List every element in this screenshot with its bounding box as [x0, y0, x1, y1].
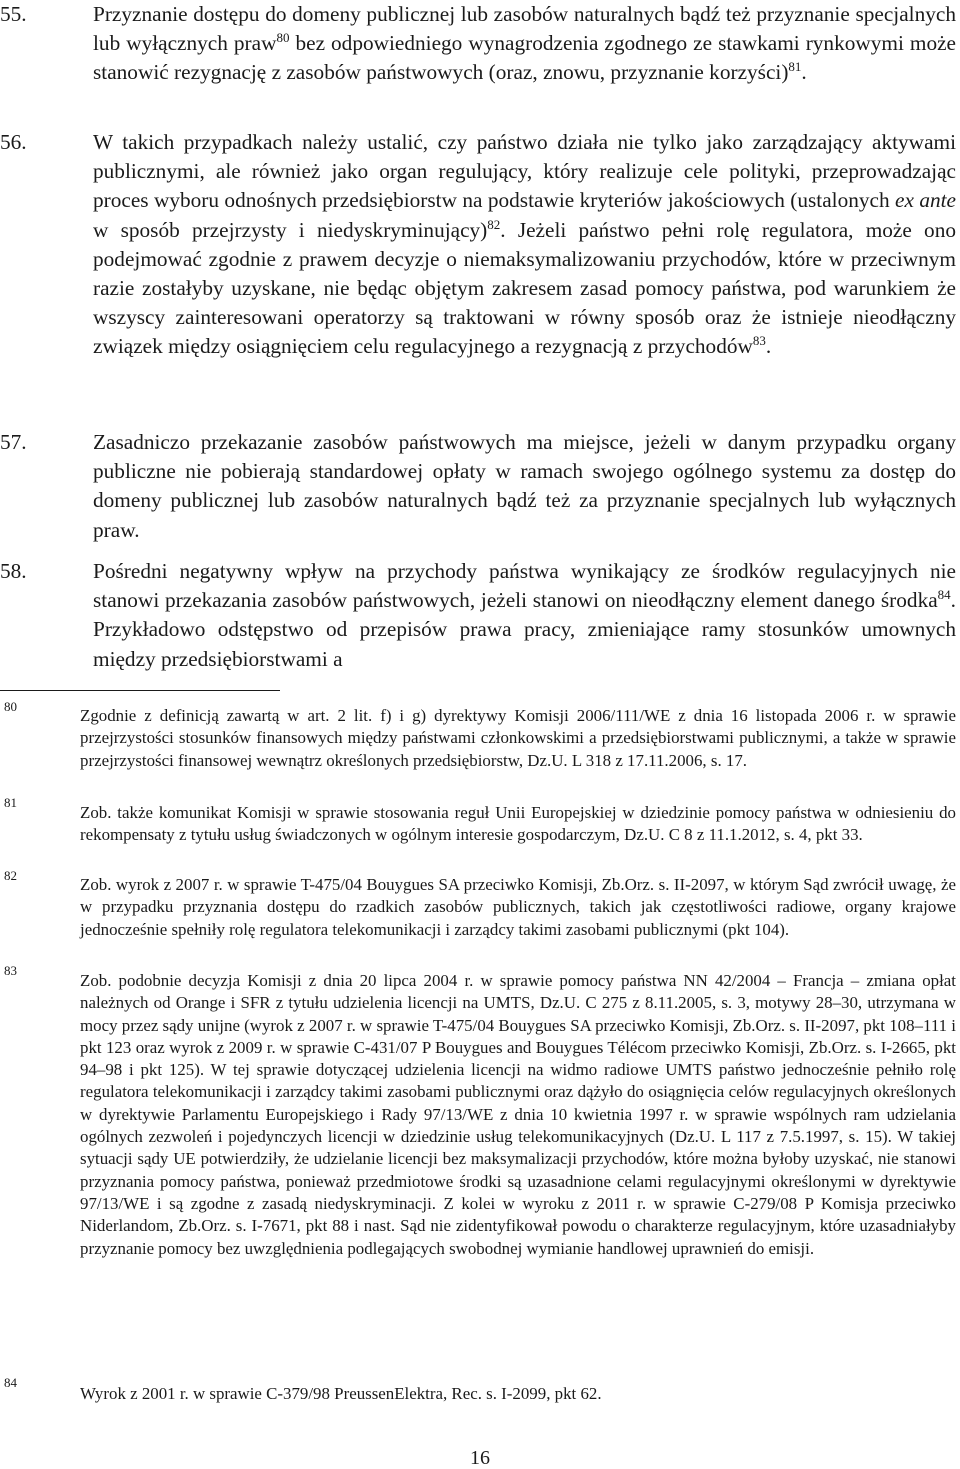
footnote-ref[interactable]: 84	[937, 587, 951, 603]
footnote-83: Zob. podobnie decyzja Komisji z dnia 20 lipca 2004 r. w sprawie pomocy państwa NN 42/2004 – Francja – zmiana opłat należnych od Orange i SFR z tytułu udzielenia licencji na UMTS, Dz.U. C 275 z 8.11.2005, s. 3, motywy 28–30, utrzymana w mocy przez sądy unijne (wyrok z 2007 r. w sprawie T-475/04 Bouygues SA przeciwko Komisji, Zb.Orz. s. II-2097, pkt 108–111 i pkt 123 oraz wyrok z 2009 r. w sprawie C‑431/07 P Bouygues and Bouygues Télécom przeciwko Komisji, Zb.Orz. s. I‑2665, pkt 94–98 i pkt 125). W tej sprawie dotyczącej udzielenia licencji na widmo radiowe UMTS państwo jednocześnie pełniło rolę regulatora telekomunikacji i zarządcy takimi zasobami publicznymi oraz dążyło do osiągnięcia celów regulacyjnych określonych w dyrektywie Parlamentu Europejskiego i Rady 97/13/WE z dnia 10 kwietnia 1997 r. w sprawie wspólnych ram udzielania ogólnych zezwoleń i pojedynczych licencji w dziedzinie usług telekomunikacyjnych (Dz.U. L 117 z 7.5.1997, s. 15). W takiej sytuacji sądy UE potwierdziły, że udzielanie licencji bez maksymalizacji przychodów, które można byłoby uzyskać, nie stanowi przyznania pomocy państwa, ponieważ przedmiotowe środki są uzasadnione celami regulacyjnymi określonymi w dyrektywie 97/13/WE i są zgodne z zasadą niedyskryminacji. Z kolei w wyroku z 2011 r. w sprawie C-279/08 P Komisja przeciwko Niderlandom, Zb.Orz. s. I-7671, pkt 88 i nast. Sąd nie zidentyfikował powodu o charakterze regulacyjnym, które uzasadniałyby przyznanie pomocy bez uwzględnienia podlegających swobodnej wymianie handlowej uprawnień do emisji.	[80, 971, 956, 1258]
footnote-separator	[0, 690, 280, 691]
paragraph-number: 55.	[0, 2, 27, 26]
footnote-82: Zob. wyrok z 2007 r. w sprawie T-475/04 Bouygues SA przeciwko Komisji, Zb.Orz. s. II-2097, w którym Sąd zwrócił uwagę, że w przypadku przyznania dostępu do rzadkich zasobów publicznych, takich jak częstotliwości radiowe, organy krajowe jednocześnie spełniły rolę regulatora telekomunikacji i zarządcy takimi zasobami publicznymi (pkt 104).	[80, 875, 956, 939]
footnote-number-80: 80	[4, 699, 17, 714]
footnote-81: Zob. także komunikat Komisji w sprawie stosowania reguł Unii Europejskiej w dziedzinie pomocy państwa w odniesieniu do rekompensaty z tytułu usług świadczonych w ogólnym interesie gospodarczym, Dz.U. C 8 z 11.1.2012, s. 4, pkt 33.	[80, 803, 956, 845]
paragraph-text: Zasadniczo przekazanie zasobów państwowych ma miejsce, jeżeli w danym przypadku organy publiczne nie pobierają standardowej opłaty w ramach swojego ogólnego systemu za dostęp do domeny publicznej lub zasobów naturalnych bądź też za przyznanie specjalnych lub wyłącznych praw.	[93, 430, 956, 542]
footnote-number-84: 84	[4, 1375, 17, 1390]
page-number: 16	[470, 1447, 490, 1469]
paragraph-text	[93, 557, 956, 674]
footnote-number-81: 81	[4, 795, 17, 810]
paragraph-number: 56.	[0, 130, 27, 154]
text-run: .	[801, 60, 807, 85]
footnote-number-83: 83	[4, 963, 17, 978]
text-run: W takich przypadkach należy ustalić, czy państwo działa nie tylko jako zarządzający aktywami publicznymi, ale również jako organ regulujący, który realizuje cele polityki, przeprowadzając proces wyboru odnośnych przedsiębiorstw na podstawie kryteriów jakościowych (ustalonych	[93, 130, 956, 213]
text-run: . Jeżeli państwo pełni rolę regulatora, może ono podejmować zgodnie z prawem decyzje o niemaksymalizowaniu przychodów, które w przeciwnym razie zostałyby uzyskane, nie będąc objętym zakresem zasad pomocy państwa, pod warunkiem że wszyscy zainteresowani operatorzy są traktowani w równy sposób oraz że istnieje nieodłączny związek między osiągnięciem celu regulacyjnego a rezygnacją z przychodów	[93, 217, 956, 359]
text-run: .	[765, 334, 772, 359]
text-run: w sposób przejrzysty i niedyskryminujący)	[93, 217, 488, 242]
footnote-ref[interactable]: 82	[487, 216, 501, 232]
footnote-number-82: 82	[4, 868, 17, 883]
text-run: bez odpowiedniego wynagrodzenia zgodnego ze stawkami rynkowymi może stanowić rezygnację z zasobów państwowych (oraz, znowu, przyznanie korzyści)	[93, 31, 957, 85]
italic-term: ex ante	[895, 188, 956, 213]
footnote-84: Wyrok z 2001 r. w sprawie C-379/98 PreussenElektra, Rec. s. I-2099, pkt 62.	[80, 1384, 602, 1403]
paragraph-number: 58.	[0, 559, 27, 583]
footnote-ref[interactable]: 83	[752, 333, 766, 349]
footnote-80: Zgodnie z definicją zawartą w art. 2 lit. f) i g) dyrektywy Komisji 2006/111/WE z dnia 16 listopada 2006 r. w sprawie przejrzystości stosunków finansowych między państwami członkowskimi a przedsiębiorstwami publicznymi, a także w sprawie przejrzystości finansowej wewnątrz określonych przedsiębiorstw, Dz.U. L 318 z 17.11.2006, s. 17.	[80, 706, 956, 770]
text-run: Przyznanie dostępu do domeny publicznej lub zasobów naturalnych bądź też przyznanie specjalnych lub wyłącznych praw	[93, 2, 956, 56]
paragraph-text	[93, 0, 956, 88]
text-run: Pośredni negatywny wpływ na przychody państwa wynikający ze środków regulacyjnych nie stanowi przekazania zasobów państwowych, jeżeli stanowi on nieodłączny element danego środka	[93, 559, 956, 613]
footnote-ref[interactable]: 80	[276, 30, 290, 46]
footnote-ref[interactable]: 81	[788, 59, 802, 75]
text-run: . Przykładowo odstępstwo od przepisów prawa pracy, zmieniające ramy stosunków umownych między przedsiębiorstwami a	[93, 588, 956, 671]
paragraph-number: 57.	[0, 430, 27, 454]
paragraph-text	[93, 128, 956, 362]
